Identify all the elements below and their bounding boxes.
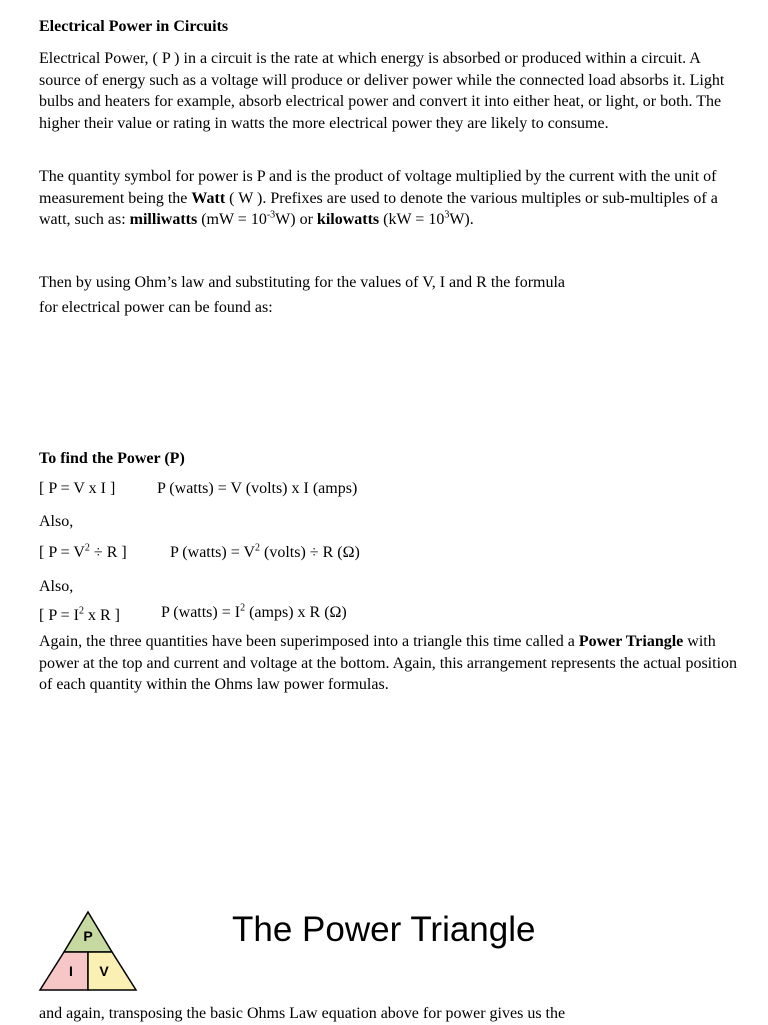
- text-run: [ P = I: [39, 607, 79, 624]
- text-run: ( W ). Prefixes are used to denote the various multiples or sub-multiples of a watt, such as:: [39, 189, 718, 228]
- text-run: x R ]: [83, 607, 120, 624]
- triangle-heading: The Power Triangle: [232, 910, 536, 949]
- term-kilowatts: kilowatts: [316, 211, 380, 228]
- text-run: (amps) x R (Ω): [245, 604, 347, 621]
- section-heading: To find the Power (P): [39, 450, 185, 467]
- term-watt: Watt: [191, 189, 226, 207]
- paragraph-ohms-law: [39, 270, 739, 320]
- triangle-label-p: P: [83, 928, 93, 944]
- exponent: -3: [266, 209, 276, 221]
- exponent: 2: [240, 602, 246, 614]
- triangle-label-i: I: [69, 963, 73, 979]
- text-run: W).: [449, 211, 474, 228]
- text-run: [ P = V: [39, 544, 85, 561]
- text-run: with power at the top and current and voltage at the bottom. Again, this arrangement represents the actual position of each quantity within the Ohms law power formulas.: [39, 633, 738, 693]
- text-run: P (watts) = V: [170, 544, 256, 561]
- text-run: The quantity symbol for power is P and is the product of voltage multiplied by the current with the unit of measurement being the: [39, 168, 717, 207]
- paragraph-transposing: and again, transposing the basic Ohms Law equation above for power gives us the: [39, 1005, 566, 1022]
- paragraph-line: for electrical power can be found as:: [39, 299, 273, 316]
- formula-units: [170, 542, 360, 564]
- also-label: Also,: [39, 513, 74, 530]
- triangle-label-v: V: [99, 963, 109, 979]
- exponent: 2: [84, 542, 90, 554]
- exponent: 2: [78, 605, 84, 617]
- triangle-left-section: [40, 952, 88, 990]
- formula-units: [161, 602, 347, 624]
- text-run: (volts) ÷ R (Ω): [260, 544, 360, 561]
- also-label: Also,: [39, 578, 74, 595]
- formula-symbolic: [39, 542, 127, 564]
- page-title: Electrical Power in Circuits: [39, 18, 229, 35]
- text-run: (mW = 10: [197, 211, 267, 228]
- paragraph-power-symbol: [39, 166, 739, 231]
- term-power-triangle: Power Triangle: [578, 633, 684, 650]
- power-triangle-svg: [38, 910, 138, 992]
- text-run: ÷ R ]: [89, 544, 127, 561]
- text-run: (kW = 10: [379, 211, 445, 228]
- power-triangle-diagram: [38, 910, 138, 992]
- exponent: 3: [444, 209, 450, 221]
- exponent: 2: [255, 542, 261, 554]
- paragraph-line: Then by using Ohm’s law and substituting for the values of V, I and R the formula: [39, 274, 566, 291]
- formula-units: P (watts) = V (volts) x I (amps): [157, 480, 358, 497]
- triangle-right-section: [88, 952, 136, 990]
- text-run: W) or: [275, 211, 317, 228]
- text-run: Again, the three quantities have been superimposed into a triangle this time called a: [39, 633, 579, 650]
- paragraph-power-triangle: [39, 631, 739, 696]
- text-run: P (watts) = I: [161, 604, 241, 621]
- paragraph-intro: Electrical Power, ( P ) in a circuit is the rate at which energy is absorbed or produced within a circuit. A source of energy such as a voltage will produce or deliver power while the connected load absorbs it. Light bulbs and heaters for example, absorb electrical power and convert it into either heat, or light, or both. The higher their value or rating in watts the more electrical power they are likely to consume.: [39, 50, 725, 132]
- formula-symbolic: [39, 605, 120, 627]
- formula-symbolic: [ P = V x I ]: [39, 480, 116, 497]
- term-milliwatts: milliwatts: [129, 211, 198, 228]
